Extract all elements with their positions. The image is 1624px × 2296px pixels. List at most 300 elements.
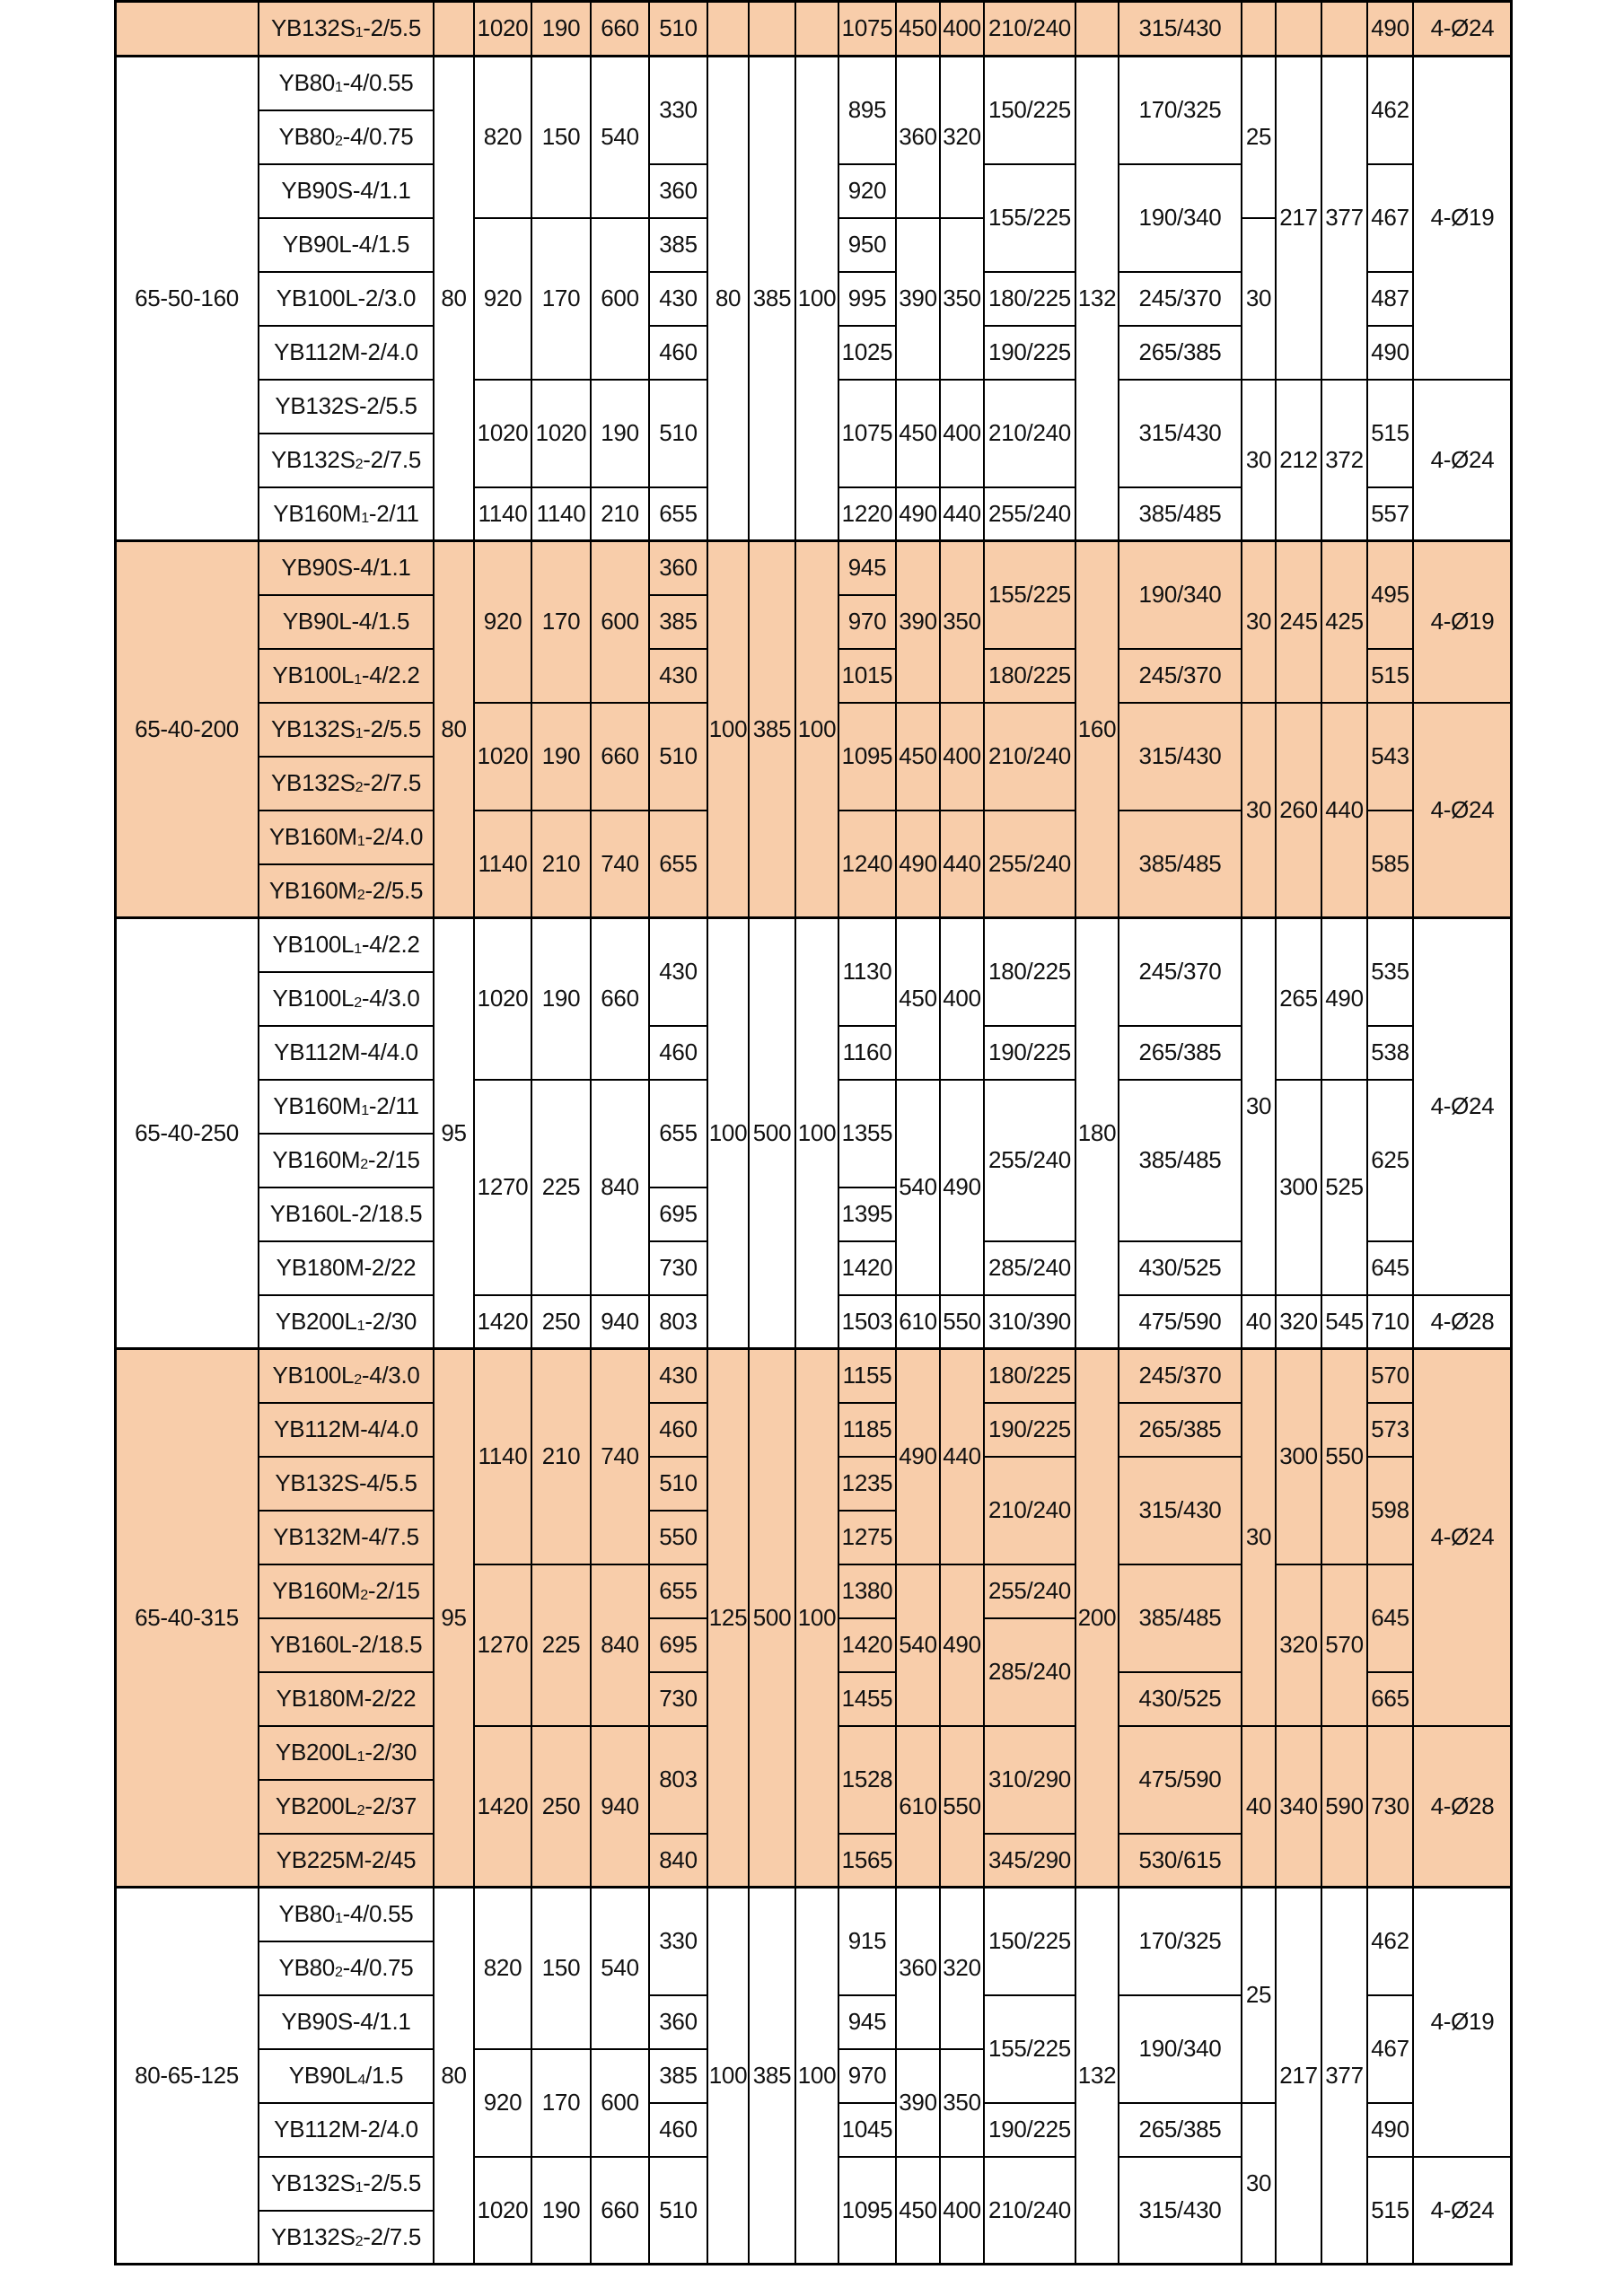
value-cell: 1140 bbox=[473, 810, 532, 919]
value-cell: 1130 bbox=[838, 917, 897, 1027]
value-cell: 385 bbox=[748, 1887, 796, 2265]
value-cell: 475/590 bbox=[1118, 1294, 1242, 1350]
value-cell: 150/225 bbox=[983, 56, 1076, 165]
table-frame-line bbox=[114, 0, 117, 2265]
value-cell: 1240 bbox=[838, 810, 897, 919]
value-cell: 600 bbox=[590, 217, 650, 381]
value-cell: 100 bbox=[794, 1348, 839, 1889]
motor-model-cell: YB90L $_4$ /1.5 bbox=[258, 2048, 435, 2104]
value-cell: 920 bbox=[838, 163, 897, 219]
value-cell: 490 bbox=[1366, 325, 1414, 381]
value-cell: 525 bbox=[1321, 1079, 1368, 1296]
value-cell: 30 bbox=[1241, 702, 1277, 919]
section-separator-line bbox=[114, 0, 1513, 3]
value-cell: 285/240 bbox=[983, 1240, 1076, 1296]
value-cell: 920 bbox=[473, 540, 532, 704]
motor-model-cell: YB132S $_2$ -2/7.5 bbox=[258, 756, 435, 811]
value-cell: 265/385 bbox=[1118, 1025, 1242, 1081]
value-cell: 4-Ø24 bbox=[1412, 0, 1513, 57]
value-cell: 557 bbox=[1366, 486, 1414, 542]
value-cell: 945 bbox=[838, 1994, 897, 2050]
value-cell: 1140 bbox=[473, 486, 532, 542]
motor-model-cell: YB180M-2/22 bbox=[258, 1671, 435, 1727]
value-cell: 740 bbox=[590, 810, 650, 919]
value-cell bbox=[794, 0, 839, 57]
value-cell: 510 bbox=[648, 2156, 708, 2265]
value-cell: 80 bbox=[433, 1887, 475, 2265]
value-cell: 4-Ø24 bbox=[1412, 379, 1513, 542]
value-cell bbox=[1241, 0, 1277, 57]
value-cell: 515 bbox=[1366, 2156, 1414, 2265]
value-cell: 30 bbox=[1241, 1348, 1277, 1727]
value-cell: 255/240 bbox=[983, 810, 1076, 919]
value-cell: 4-Ø28 bbox=[1412, 1725, 1513, 1889]
value-cell: 180/225 bbox=[983, 271, 1076, 327]
value-cell: 1095 bbox=[838, 702, 897, 811]
value-cell: 360 bbox=[648, 540, 708, 596]
motor-model-cell: YB160M $_1$ -2/11 bbox=[258, 1079, 435, 1135]
value-cell: 25 bbox=[1241, 1887, 1277, 2104]
value-cell: 590 bbox=[1321, 1725, 1368, 1889]
value-cell: 1420 bbox=[838, 1617, 897, 1673]
value-cell: 1160 bbox=[838, 1025, 897, 1081]
value-cell: 1528 bbox=[838, 1725, 897, 1835]
motor-model-cell: YB100L $_1$ -4/2.2 bbox=[258, 648, 435, 704]
value-cell: 440 bbox=[1321, 702, 1368, 919]
value-cell: 467 bbox=[1366, 1994, 1414, 2104]
value-cell: 315/430 bbox=[1118, 379, 1242, 488]
value-cell: 1235 bbox=[838, 1456, 897, 1512]
value-cell: 730 bbox=[648, 1671, 708, 1727]
value-cell: 100 bbox=[707, 917, 750, 1350]
value-cell: 538 bbox=[1366, 1025, 1414, 1081]
value-cell: 460 bbox=[648, 325, 708, 381]
value-cell: 245/370 bbox=[1118, 1348, 1242, 1404]
value-cell: 30 bbox=[1241, 917, 1277, 1296]
motor-model-cell: YB112M-4/4.0 bbox=[258, 1025, 435, 1081]
value-cell: 585 bbox=[1366, 810, 1414, 919]
value-cell: 490 bbox=[895, 486, 941, 542]
value-cell: 543 bbox=[1366, 702, 1414, 811]
motor-model-cell: YB100L $_2$ -4/3.0 bbox=[258, 1348, 435, 1404]
value-cell: 820 bbox=[473, 1887, 532, 2050]
value-cell: 30 bbox=[1241, 379, 1277, 542]
value-cell: 803 bbox=[648, 1294, 708, 1350]
value-cell: 180/225 bbox=[983, 917, 1076, 1027]
value-cell: 710 bbox=[1366, 1294, 1414, 1350]
value-cell: 190 bbox=[590, 379, 650, 488]
value-cell: 610 bbox=[895, 1294, 941, 1350]
value-cell: 4-Ø19 bbox=[1412, 1887, 1513, 2158]
value-cell: 385 bbox=[648, 217, 708, 273]
pump-model-cell: 65-40-315 bbox=[114, 1348, 259, 1889]
value-cell: 450 bbox=[895, 2156, 941, 2265]
motor-model-cell: YB100L $_1$ -4/2.2 bbox=[258, 917, 435, 973]
motor-model-cell: YB132S $_1$ -2/5.5 bbox=[258, 0, 435, 57]
value-cell: 730 bbox=[648, 1240, 708, 1296]
value-cell: 225 bbox=[531, 1564, 592, 1727]
value-cell: 95 bbox=[433, 1348, 475, 1889]
value-cell: 730 bbox=[1366, 1725, 1414, 1889]
value-cell: 4-Ø19 bbox=[1412, 56, 1513, 381]
value-cell: 255/240 bbox=[983, 1079, 1076, 1242]
value-cell: 550 bbox=[939, 1294, 985, 1350]
value-cell: 180/225 bbox=[983, 648, 1076, 704]
value-cell: 660 bbox=[590, 0, 650, 57]
value-cell: 1220 bbox=[838, 486, 897, 542]
value-cell: 190 bbox=[531, 702, 592, 811]
value-cell: 385/485 bbox=[1118, 1079, 1242, 1242]
value-cell: 970 bbox=[838, 2048, 897, 2104]
motor-model-cell: YB132M-4/7.5 bbox=[258, 1510, 435, 1565]
motor-model-cell: YB90L-4/1.5 bbox=[258, 594, 435, 650]
value-cell: 210 bbox=[531, 810, 592, 919]
value-cell: 190 bbox=[531, 917, 592, 1081]
value-cell: 1275 bbox=[838, 1510, 897, 1565]
value-cell: 460 bbox=[648, 1402, 708, 1458]
motor-model-cell: YB132S-4/5.5 bbox=[258, 1456, 435, 1512]
value-cell: 170 bbox=[531, 540, 592, 704]
value-cell: 1420 bbox=[838, 1240, 897, 1296]
value-cell: 540 bbox=[895, 1564, 941, 1727]
value-cell: 1020 bbox=[473, 0, 532, 57]
section-separator-line bbox=[114, 916, 1513, 919]
value-cell: 265/385 bbox=[1118, 325, 1242, 381]
value-cell: 573 bbox=[1366, 1402, 1414, 1458]
motor-model-cell: YB132S $_2$ -2/7.5 bbox=[258, 433, 435, 488]
value-cell: 500 bbox=[748, 1348, 796, 1889]
value-cell: 150 bbox=[531, 1887, 592, 2050]
value-cell: 40 bbox=[1241, 1725, 1277, 1889]
value-cell: 450 bbox=[895, 0, 941, 57]
pump-model-cell: 80-65-125 bbox=[114, 1887, 259, 2265]
section-separator-line bbox=[114, 2263, 1513, 2265]
value-cell: 460 bbox=[648, 2102, 708, 2158]
motor-model-cell: YB112M-2/4.0 bbox=[258, 2102, 435, 2158]
value-cell: 150/225 bbox=[983, 1887, 1076, 1996]
value-cell: 1420 bbox=[473, 1294, 532, 1350]
value-cell: 25 bbox=[1241, 56, 1277, 219]
value-cell: 190/225 bbox=[983, 1402, 1076, 1458]
value-cell bbox=[1321, 0, 1368, 57]
motor-model-cell: YB132S $_2$ -2/7.5 bbox=[258, 2210, 435, 2265]
motor-model-cell: YB132S-2/5.5 bbox=[258, 379, 435, 434]
value-cell: 390 bbox=[895, 540, 941, 704]
motor-model-cell: YB80 $_2$ -4/0.75 bbox=[258, 1941, 435, 1996]
motor-model-cell: YB200L $_1$ -2/30 bbox=[258, 1725, 435, 1781]
value-cell: 625 bbox=[1366, 1079, 1414, 1242]
value-cell: 190/225 bbox=[983, 2102, 1076, 2158]
value-cell: 450 bbox=[895, 379, 941, 488]
value-cell: 660 bbox=[590, 917, 650, 1081]
value-cell: 170 bbox=[531, 217, 592, 381]
value-cell: 467 bbox=[1366, 163, 1414, 273]
value-cell: 330 bbox=[648, 1887, 708, 1996]
value-cell: 970 bbox=[838, 594, 897, 650]
value-cell: 4-Ø28 bbox=[1412, 1294, 1513, 1350]
value-cell: 1075 bbox=[838, 379, 897, 488]
value-cell: 190/225 bbox=[983, 1025, 1076, 1081]
section-separator-line bbox=[114, 1886, 1513, 1889]
value-cell: 655 bbox=[648, 486, 708, 542]
value-cell: 510 bbox=[648, 0, 708, 57]
value-cell: 490 bbox=[895, 810, 941, 919]
value-cell: 350 bbox=[939, 2048, 985, 2158]
motor-model-cell: YB160L-2/18.5 bbox=[258, 1617, 435, 1673]
value-cell: 490 bbox=[895, 1348, 941, 1565]
motor-model-cell: YB160M $_2$ -2/5.5 bbox=[258, 863, 435, 919]
value-cell: 180 bbox=[1075, 917, 1119, 1350]
value-cell: 550 bbox=[648, 1510, 708, 1565]
value-cell: 360 bbox=[648, 1994, 708, 2050]
motor-model-cell: YB160M $_1$ -2/4.0 bbox=[258, 810, 435, 865]
value-cell: 475/590 bbox=[1118, 1725, 1242, 1835]
value-cell: 190 bbox=[531, 2156, 592, 2265]
value-cell: 803 bbox=[648, 1725, 708, 1835]
value-cell: 155/225 bbox=[983, 1994, 1076, 2104]
value-cell: 530/615 bbox=[1118, 1833, 1242, 1889]
value-cell: 155/225 bbox=[983, 163, 1076, 273]
value-cell: 1140 bbox=[473, 1348, 532, 1565]
value-cell: 440 bbox=[939, 486, 985, 542]
value-cell: 160 bbox=[1075, 540, 1119, 919]
value-cell: 915 bbox=[838, 1887, 897, 1996]
motor-model-cell: YB80 $_1$ -4/0.55 bbox=[258, 1887, 435, 1942]
section-separator-line bbox=[114, 539, 1513, 542]
value-cell: 315/430 bbox=[1118, 2156, 1242, 2265]
value-cell: 320 bbox=[939, 1887, 985, 2050]
value-cell: 95 bbox=[433, 917, 475, 1350]
value-cell: 100 bbox=[794, 56, 839, 542]
value-cell: 100 bbox=[707, 540, 750, 919]
motor-model-cell: YB112M-4/4.0 bbox=[258, 1402, 435, 1458]
value-cell: 1020 bbox=[473, 379, 532, 488]
value-cell: 190/340 bbox=[1118, 163, 1242, 273]
value-cell: 210 bbox=[531, 1348, 592, 1565]
value-cell: 170/325 bbox=[1118, 56, 1242, 165]
value-cell: 645 bbox=[1366, 1564, 1414, 1673]
value-cell: 315/430 bbox=[1118, 1456, 1242, 1565]
motor-model-cell: YB90S-4/1.1 bbox=[258, 1994, 435, 2050]
value-cell: 425 bbox=[1321, 540, 1368, 704]
value-cell: 245/370 bbox=[1118, 648, 1242, 704]
value-cell: 390 bbox=[895, 2048, 941, 2158]
value-cell: 100 bbox=[794, 540, 839, 919]
value-cell: 545 bbox=[1321, 1294, 1368, 1350]
value-cell: 265/385 bbox=[1118, 2102, 1242, 2158]
value-cell: 155/225 bbox=[983, 540, 1076, 650]
value-cell: 510 bbox=[648, 1456, 708, 1512]
value-cell: 490 bbox=[1366, 0, 1414, 57]
motor-model-cell: YB180M-2/22 bbox=[258, 1240, 435, 1296]
value-cell: 260 bbox=[1275, 702, 1322, 919]
value-cell: 600 bbox=[590, 540, 650, 704]
motor-model-cell: YB80 $_1$ -4/0.55 bbox=[258, 56, 435, 111]
value-cell: 550 bbox=[1321, 1348, 1368, 1565]
value-cell: 210/240 bbox=[983, 379, 1076, 488]
value-cell: 540 bbox=[590, 1887, 650, 2050]
value-cell: 610 bbox=[895, 1725, 941, 1889]
value-cell: 360 bbox=[648, 163, 708, 219]
value-cell: 100 bbox=[794, 917, 839, 1350]
value-cell: 320 bbox=[939, 56, 985, 219]
value-cell: 995 bbox=[838, 271, 897, 327]
motor-model-cell: YB160L-2/18.5 bbox=[258, 1187, 435, 1242]
value-cell: 190/340 bbox=[1118, 540, 1242, 650]
motor-model-cell: YB200L $_1$ -2/30 bbox=[258, 1294, 435, 1350]
value-cell: 300 bbox=[1275, 1079, 1322, 1296]
value-cell: 30 bbox=[1241, 2102, 1277, 2265]
value-cell: 400 bbox=[939, 702, 985, 811]
value-cell: 210 bbox=[590, 486, 650, 542]
value-cell: 360 bbox=[895, 1887, 941, 2050]
value-cell: 210/240 bbox=[983, 0, 1076, 57]
value-cell: 360 bbox=[895, 56, 941, 219]
value-cell: 460 bbox=[648, 1025, 708, 1081]
value-cell: 372 bbox=[1321, 379, 1368, 542]
value-cell: 430/525 bbox=[1118, 1240, 1242, 1296]
value-cell bbox=[433, 0, 475, 57]
value-cell: 598 bbox=[1366, 1456, 1414, 1565]
value-cell: 920 bbox=[473, 217, 532, 381]
value-cell: 245/370 bbox=[1118, 917, 1242, 1027]
value-cell: 950 bbox=[838, 217, 897, 273]
value-cell: 330 bbox=[648, 56, 708, 165]
value-cell: 210/240 bbox=[983, 2156, 1076, 2265]
value-cell: 645 bbox=[1366, 1240, 1414, 1296]
value-cell: 1270 bbox=[473, 1564, 532, 1727]
pump-dimension-table bbox=[114, 0, 1513, 2265]
value-cell: 1455 bbox=[838, 1671, 897, 1727]
value-cell: 100 bbox=[707, 1887, 750, 2265]
motor-model-cell: YB90S-4/1.1 bbox=[258, 163, 435, 219]
value-cell: 190 bbox=[531, 0, 592, 57]
value-cell: 665 bbox=[1366, 1671, 1414, 1727]
value-cell: 170/325 bbox=[1118, 1887, 1242, 1996]
value-cell: 490 bbox=[939, 1079, 985, 1296]
value-cell: 655 bbox=[648, 810, 708, 919]
value-cell: 1140 bbox=[531, 486, 592, 542]
value-cell: 80 bbox=[433, 540, 475, 919]
motor-model-cell: YB160M $_1$ -2/11 bbox=[258, 486, 435, 542]
section-separator-line bbox=[114, 55, 1513, 57]
value-cell: 385 bbox=[648, 594, 708, 650]
value-cell: 440 bbox=[939, 810, 985, 919]
value-cell: 695 bbox=[648, 1187, 708, 1242]
value-cell: 250 bbox=[531, 1294, 592, 1350]
value-cell: 4-Ø24 bbox=[1412, 1348, 1513, 1727]
value-cell: 4-Ø19 bbox=[1412, 540, 1513, 704]
value-cell bbox=[1075, 0, 1119, 57]
motor-model-cell: YB160M $_2$ -2/15 bbox=[258, 1133, 435, 1188]
value-cell: 210/240 bbox=[983, 1456, 1076, 1565]
value-cell: 400 bbox=[939, 2156, 985, 2265]
value-cell: 190/225 bbox=[983, 325, 1076, 381]
value-cell: 1565 bbox=[838, 1833, 897, 1889]
value-cell: 255/240 bbox=[983, 1564, 1076, 1619]
value-cell: 40 bbox=[1241, 1294, 1277, 1350]
value-cell: 340 bbox=[1275, 1725, 1322, 1889]
value-cell: 315/430 bbox=[1118, 702, 1242, 811]
value-cell: 510 bbox=[648, 702, 708, 811]
value-cell: 400 bbox=[939, 917, 985, 1081]
value-cell: 245 bbox=[1275, 540, 1322, 704]
value-cell: 840 bbox=[590, 1564, 650, 1727]
value-cell: 345/290 bbox=[983, 1833, 1076, 1889]
value-cell: 1420 bbox=[473, 1725, 532, 1889]
value-cell: 1020 bbox=[473, 2156, 532, 2265]
value-cell: 310/290 bbox=[983, 1725, 1076, 1835]
value-cell: 570 bbox=[1321, 1564, 1368, 1727]
value-cell: 940 bbox=[590, 1725, 650, 1889]
value-cell: 740 bbox=[590, 1348, 650, 1565]
value-cell: 250 bbox=[531, 1725, 592, 1889]
value-cell: 515 bbox=[1366, 379, 1414, 488]
pump-model-cell: 65-40-200 bbox=[114, 540, 259, 919]
value-cell: 225 bbox=[531, 1079, 592, 1296]
value-cell: 487 bbox=[1366, 271, 1414, 327]
value-cell: 4-Ø24 bbox=[1412, 702, 1513, 919]
value-cell: 1015 bbox=[838, 648, 897, 704]
value-cell: 310/390 bbox=[983, 1294, 1076, 1350]
value-cell: 265 bbox=[1275, 917, 1322, 1081]
value-cell: 1503 bbox=[838, 1294, 897, 1350]
value-cell: 217 bbox=[1275, 56, 1322, 381]
value-cell: 462 bbox=[1366, 56, 1414, 165]
value-cell: 255/240 bbox=[983, 486, 1076, 542]
value-cell bbox=[748, 0, 796, 57]
value-cell: 450 bbox=[895, 702, 941, 811]
section-separator-line bbox=[114, 1347, 1513, 1350]
value-cell: 212 bbox=[1275, 379, 1322, 542]
value-cell: 390 bbox=[895, 217, 941, 381]
value-cell: 210/240 bbox=[983, 702, 1076, 811]
value-cell: 515 bbox=[1366, 648, 1414, 704]
value-cell: 80 bbox=[433, 56, 475, 542]
value-cell: 840 bbox=[590, 1079, 650, 1296]
value-cell: 30 bbox=[1241, 217, 1277, 381]
value-cell: 495 bbox=[1366, 540, 1414, 650]
value-cell: 245/370 bbox=[1118, 271, 1242, 327]
value-cell: 462 bbox=[1366, 1887, 1414, 1996]
value-cell: 80 bbox=[707, 56, 750, 542]
table-frame-line bbox=[1510, 0, 1513, 2265]
value-cell: 132 bbox=[1075, 56, 1119, 542]
value-cell: 820 bbox=[473, 56, 532, 219]
value-cell: 385/485 bbox=[1118, 810, 1242, 919]
value-cell: 895 bbox=[838, 56, 897, 165]
value-cell: 440 bbox=[939, 1348, 985, 1565]
value-cell: 1095 bbox=[838, 2156, 897, 2265]
value-cell: 430 bbox=[648, 271, 708, 327]
value-cell: 385/485 bbox=[1118, 486, 1242, 542]
value-cell: 200 bbox=[1075, 1348, 1119, 1889]
value-cell: 400 bbox=[939, 379, 985, 488]
value-cell: 1045 bbox=[838, 2102, 897, 2158]
value-cell: 1025 bbox=[838, 325, 897, 381]
value-cell: 695 bbox=[648, 1617, 708, 1673]
value-cell: 540 bbox=[895, 1079, 941, 1296]
value-cell: 30 bbox=[1241, 540, 1277, 704]
pump-model-cell bbox=[114, 0, 259, 57]
value-cell: 660 bbox=[590, 702, 650, 811]
value-cell bbox=[1275, 0, 1322, 57]
value-cell: 945 bbox=[838, 540, 897, 596]
value-cell: 920 bbox=[473, 2048, 532, 2158]
motor-model-cell: YB112M-2/4.0 bbox=[258, 325, 435, 381]
pump-model-cell: 65-50-160 bbox=[114, 56, 259, 542]
value-cell: 400 bbox=[939, 0, 985, 57]
